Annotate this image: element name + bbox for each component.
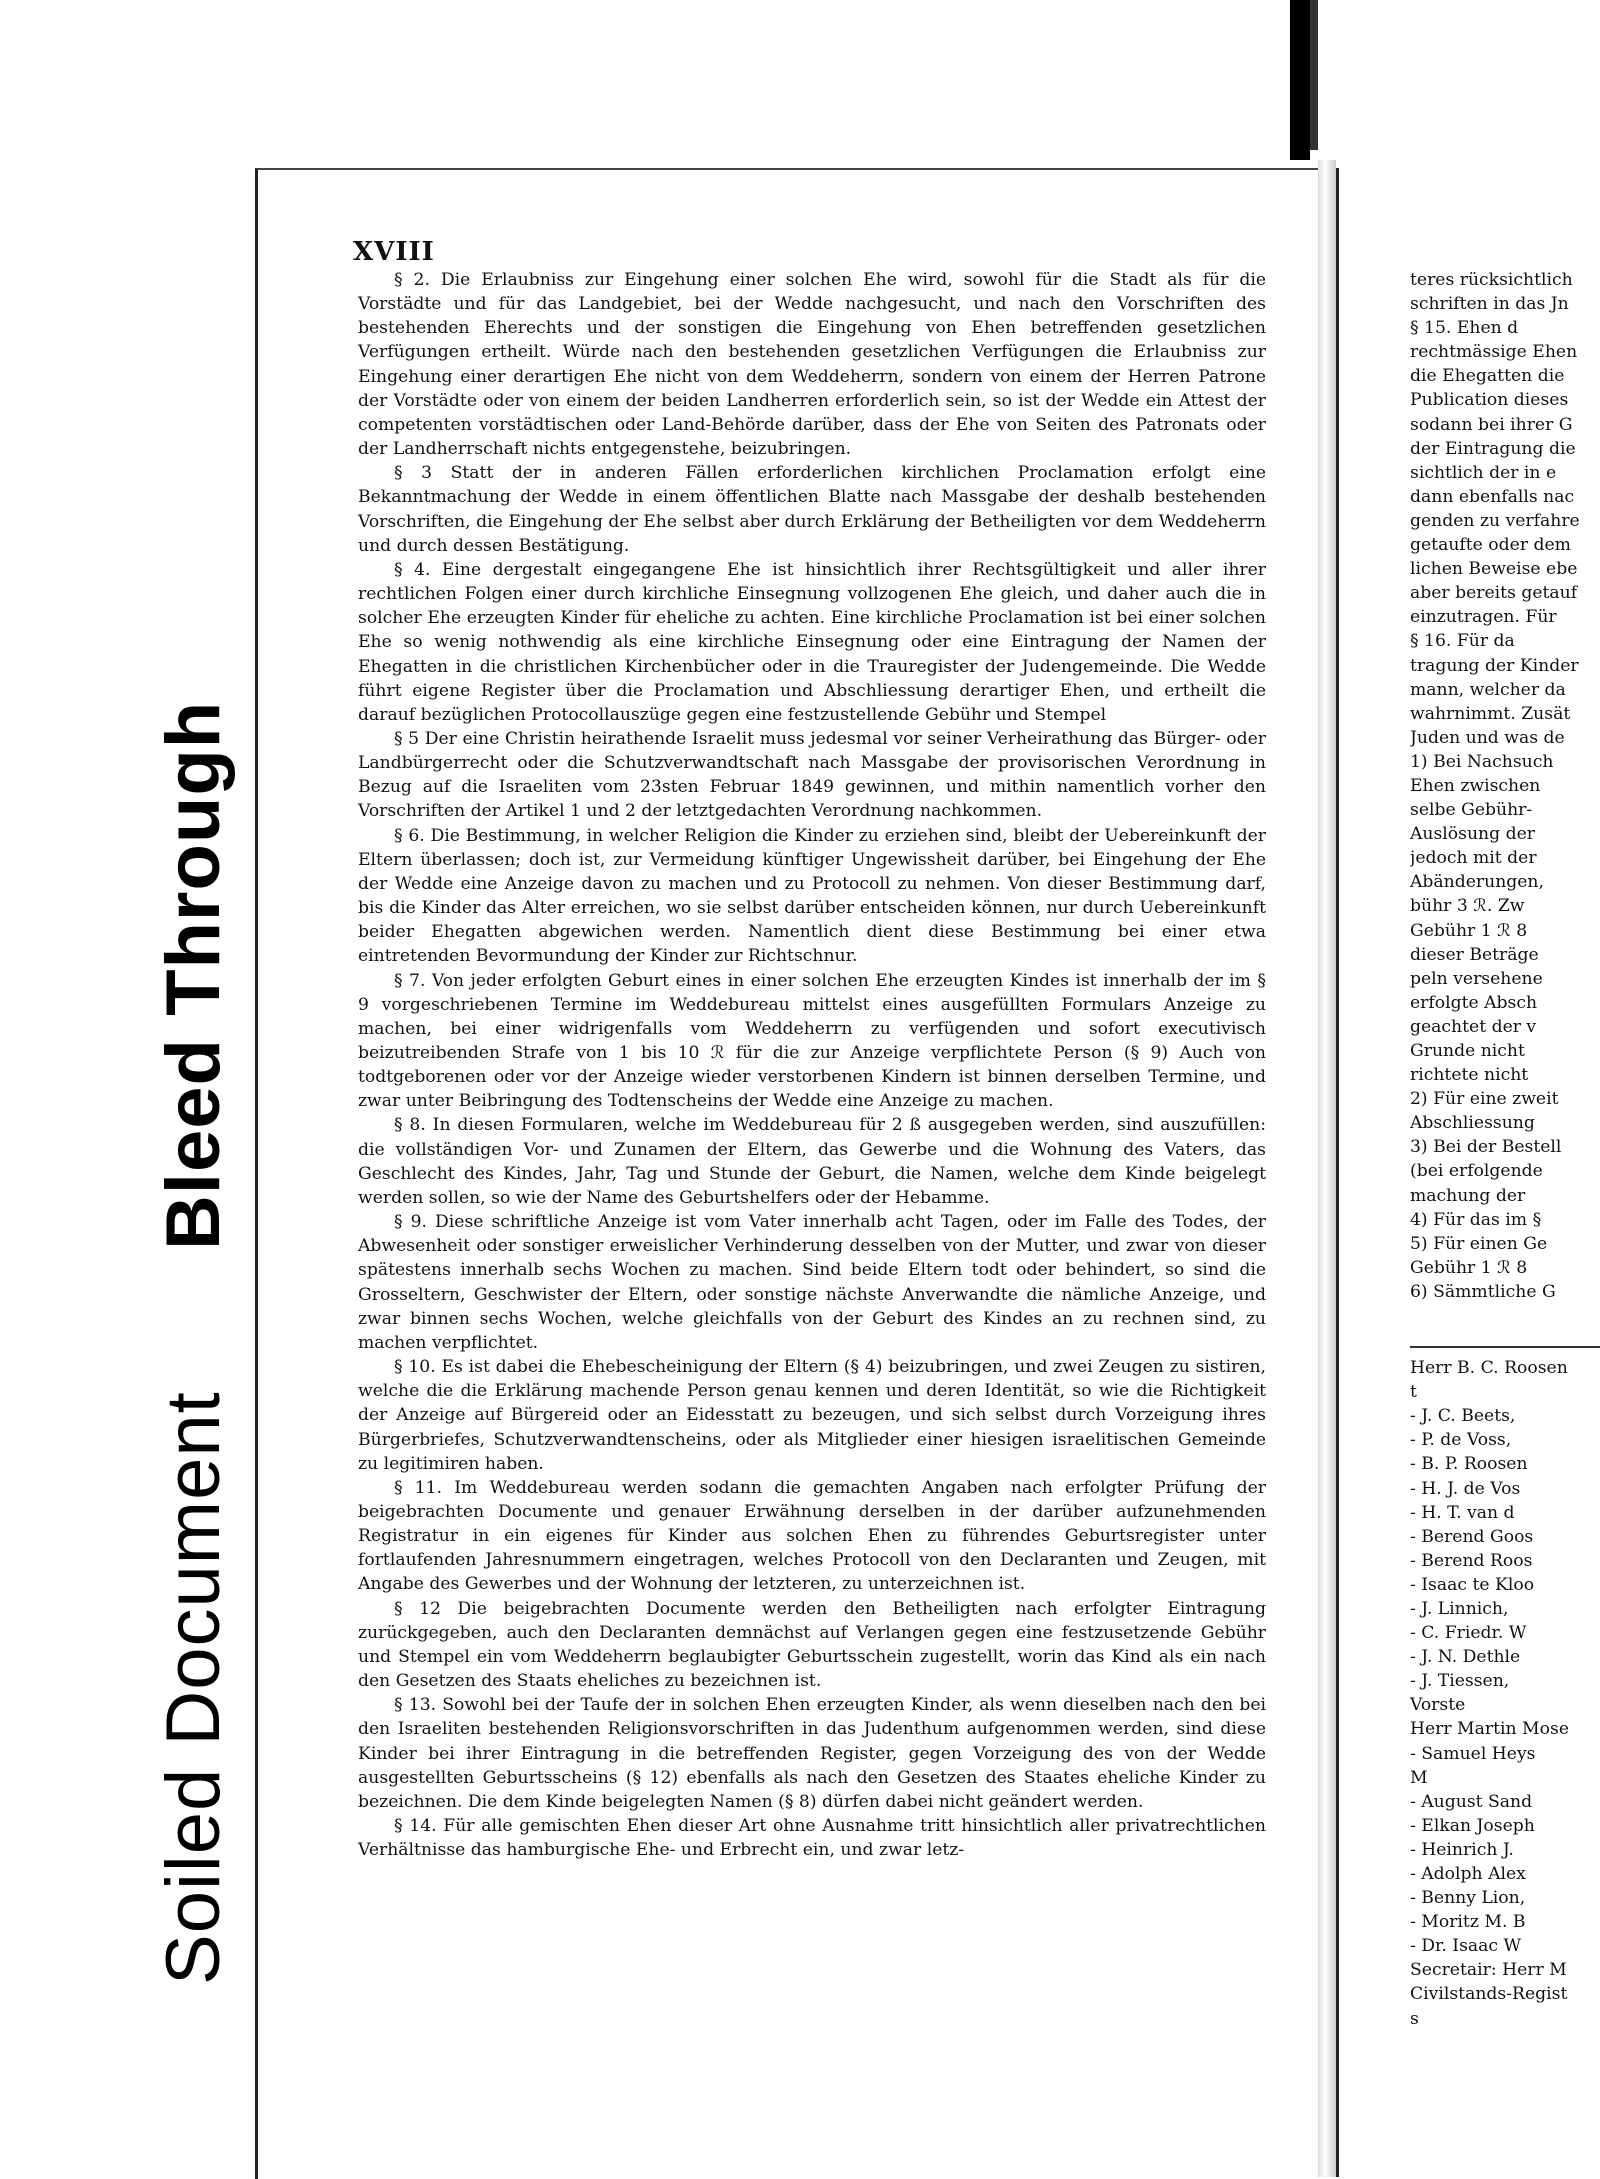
facing-line: - J. Linnich, xyxy=(1410,1598,1509,1619)
facing-line: Ehen zwischen xyxy=(1410,775,1541,796)
facing-line: Herr B. C. Roosen xyxy=(1410,1358,1568,1379)
facing-line: Gebühr 1 ℛ 8 xyxy=(1410,1257,1528,1278)
paragraph-4: § 4. Eine dergestalt eingegangene Ehe ist hinsichtlich ihrer Rechtsgültigkeit und aller ihrer rechtlichen Folgen einer durch kirchliche Einsegnung vollzogenen Ehe gleich, und daher auch die in solcher Ehe erzeugten Kinder für eheliche zu achten. Eine kirchliche Proclamation ist bei einer solchen Ehe so wenig nothwendig als eine kirchliche Einsegnung oder eine Eintragung der Namen der Ehegatten in die christlichen Kirchenbücher oder in die Trauregister der Judengemeinde. Die Wedde führt eigene Register über die Proclamation und Abschliessung derartiger Ehen, und ertheilt die darauf bezüglichen Protocollauszüge gegen eine festzustellende Gebühr und Stempel xyxy=(358,559,1266,725)
page-number: XVIII xyxy=(353,237,435,267)
facing-line: - J. Tiessen, xyxy=(1410,1671,1510,1692)
facing-line: - Elkan Joseph xyxy=(1410,1815,1535,1836)
paragraph-5: § 5 Der eine Christin heirathende Israelit muss jedesmal vor seiner Verheirathung das Bürger- oder Landbürgerrecht oder die Schutzverwandtschaft nach Massgabe der provisorischen Verordnung in Bezug auf die Israeliten vom 23sten Februar 1849 gewinnen, und mithin namentlich vorher den Vorschriften der Artikel 1 und 2 der letztgedachten Verordnung nachkommen. xyxy=(358,728,1266,822)
facing-line: wahrnimmt. Zusät xyxy=(1410,703,1571,724)
facing-line: - Dr. Isaac W xyxy=(1410,1936,1522,1957)
facing-line: rechtmässige Ehen xyxy=(1410,342,1578,363)
facing-line: getaufte oder dem xyxy=(1410,535,1571,556)
facing-line: sichtlich der in e xyxy=(1410,462,1557,483)
facing-line: t xyxy=(1410,1382,1417,1403)
facing-line: geachtet der v xyxy=(1410,1016,1537,1037)
facing-line: - Isaac te Kloo xyxy=(1410,1574,1535,1595)
paragraph-7: § 7. Von jeder erfolgten Geburt eines in einer solchen Ehe erzeugten Kindes ist innerhalb der im § 9 vorgeschriebenen Termine im Weddebureau mittelst eines ausgefüllten Formulars Anzeige zu machen, bei einer widrigenfalls vom Weddeherrn zu verfügenden und sofort executivisch beizutreibenden Strafe von 1 bis 10 ℛ für die zur Anzeige verpflichtete Person (§ 9) Auch von todtgeborenen oder vor der Anzeige wieder verstorbenen Kindern ist binnen derselben Termine, und zwar unter Beibringung des Todtenscheins der Wedde eine Anzeige zu machen. xyxy=(358,970,1266,1112)
facing-line: - Samuel Heys xyxy=(1410,1743,1536,1764)
bleed-through-label: Bleed Through xyxy=(151,700,236,1250)
soiled-document-label: Soiled Document xyxy=(151,1391,236,1985)
facing-line: Vorste xyxy=(1410,1695,1466,1716)
facing-line: tragung der Kinder xyxy=(1410,655,1579,676)
facing-line: § 16. Für da xyxy=(1410,631,1515,652)
facing-line: dieser Beträge xyxy=(1410,944,1539,965)
facing-line: - Benny Lion, xyxy=(1410,1888,1526,1909)
facing-line: aber bereits getauf xyxy=(1410,583,1578,604)
black-bar xyxy=(1290,0,1310,160)
facing-line: dann ebenfalls nac xyxy=(1410,486,1575,507)
facing-line: richtete nicht xyxy=(1410,1065,1529,1086)
facing-line: - H. J. de Vos xyxy=(1410,1478,1521,1499)
facing-line: selbe Gebühr- xyxy=(1410,800,1533,821)
paragraph-11: § 11. Im Weddebureau werden sodann die gemachten Angaben nach erfolgter Prüfung der beigebrachten Documente und genauer Erwähnung derselben in der darüber aufzunehmenden Registratur in ein eigenes für Kinder aus solchen Ehen zu führendes Geburtsregister unter fortlaufenden Jahresnummern eingetragen, welches Protocoll von den Declaranten und Zeugen, mit Angabe des Gewerbes und der Wohnung der letzteren, zu unterzeichnen ist. xyxy=(358,1477,1266,1595)
paragraph-6: § 6. Die Bestimmung, in welcher Religion die Kinder zu erziehen sind, bleibt der Uebereinkunft der Eltern überlassen; doch ist, zur Vermeidung künftiger Ungewissheit darüber, bei Eingehung der Ehe der Wedde eine Anzeige davon zu machen und zu Protocoll zu nehmen. Von dieser Bestimmung darf, bis die Kinder das Alter erreichen, wo sie selbst darüber entscheiden können, nur durch Uebereinkunft beider Ehegatten abgewichen werden. Namentlich dient diese Bestimmung bei einer etwa eintretenden Bevormundung der Kinder zur Richtschnur. xyxy=(358,825,1266,967)
facing-line: Abschliessung xyxy=(1410,1113,1535,1134)
facing-line: Gebühr 1 ℛ 8 xyxy=(1410,920,1528,941)
facing-line: § 15. Ehen d xyxy=(1410,318,1519,339)
facing-line: Publication dieses xyxy=(1410,390,1569,411)
facing-line: - H. T. van d xyxy=(1410,1502,1515,1523)
facing-line: jedoch mit der xyxy=(1410,848,1537,869)
facing-line: genden zu verfahre xyxy=(1410,510,1580,531)
facing-line: - Moritz M. B xyxy=(1410,1912,1526,1933)
paragraph-2: § 2. Die Erlaubniss zur Eingehung einer solchen Ehe wird, sowohl für die Stadt als für die Vorstädte und für das Landgebiet, bei der Wedde nachgesucht, und nach den Vorschriften des bestehenden Eherechts und der sonstigen die Eingehung von Ehen betreffenden gesetzlichen Verfügungen ertheilt. Würde nach den bestehenden gesetzlichen Verfügungen die Erlaubniss zur Eingehung einer derartigen Ehe nicht von dem Weddeherrn, sondern von einem der Herren Patrone der Vorstädte oder von einem der beiden Landherren erforderlich sein, so ist der Wedde ein Attest der competenten vorstädtischen oder Land-Behörde darüber, dass der Ehe von Seiten des Patronats oder der Landherrschaft nichts entgegenstehe, beizubringen. xyxy=(358,270,1266,460)
paragraph-9: § 9. Diese schriftliche Anzeige ist vom Vater innerhalb acht Tagen, oder im Falle des Todes, der Abwesenheit oder sonstiger erweislicher Verhinderung desselben von der Mutter, und zwar von dieser spätestens innerhalb sechs Wochen zu machen. Sind beide Eltern todt oder behindert, so sind die Grosseltern, Geschwister der Eltern, oder sonstige nächste Anverwandte die nämliche Anzeige, und zwar binnen sechs Wochen, welche gleichfalls von der Geburt des Kindes an zu rechnen sind, zu machen verpflichtet. xyxy=(358,1212,1266,1353)
facing-line: - B. P. Roosen xyxy=(1410,1454,1528,1475)
paragraph-12: § 12 Die beigebrachten Documente werden den Betheiligten nach erfolgter Eintragung zurückgegeben, auch den Declaranten demnächst auf Verlangen gegen eine festzusetzende Gebühr und Stempel ein vom Weddeherrn beglaubigter Geburtsschein zugestellt, worin das Kind als ein nach den Gesetzen des Staats eheliches zu bezeichnen ist. xyxy=(358,1598,1266,1692)
facing-line: erfolgte Absch xyxy=(1410,992,1538,1013)
facing-line: M xyxy=(1410,1767,1428,1788)
paragraph-3: § 3 Statt der in anderen Fällen erforderlichen kirchlichen Proclamation erfolgt eine Bekanntmachung der Wedde in einem öffentlichen Blatte nach Massgabe der deshalb bestehenden Vorschriften, die Eingehung der Ehe selbst aber durch Erklärung der Betheiligten vor dem Weddeherrn und durch dessen Bestätigung. xyxy=(358,463,1266,556)
divider-line xyxy=(1410,1346,1600,1348)
facing-line: - J. N. Dethle xyxy=(1410,1647,1521,1668)
facing-line: - Adolph Alex xyxy=(1410,1864,1526,1884)
facing-line: schriften in das Jn xyxy=(1410,294,1569,315)
black-bar-shadow xyxy=(1310,0,1318,150)
facing-line: 2) Für eine zweit xyxy=(1410,1089,1559,1110)
facing-line: lichen Beweise ebe xyxy=(1410,559,1578,580)
facing-page-bottom-block xyxy=(1410,1356,1600,2031)
facing-line: mann, welcher da xyxy=(1410,679,1566,700)
paragraph-10: § 10. Es ist dabei die Ehebescheinigung der Eltern (§ 4) beizubringen, und zwei Zeugen zu sistiren, welche die die Erklärung machende Person genau kennen und deren Identität, so wie die Richtigkeit der Anzeige auf Bürgereid oder an Eidesstatt zu bezeugen, und sich selbst durch Vorzeigung ihres Bürgerbriefes, Schutzverwandtenscheins, oder als Mitglieder einer hiesigen israelitischen Gemeinde zu legitimiren haben. xyxy=(358,1357,1266,1474)
paragraph-14: § 14. Für alle gemischten Ehen dieser Art ohne Ausnahme tritt hinsichtlich aller privatrechtlichen Verhältnisse das hamburgische Ehe- und Erbrecht ein, und zwar letz- xyxy=(358,1816,1266,1861)
facing-line: - Heinrich J. xyxy=(1410,1839,1514,1860)
paragraph-8: § 8. In diesen Formularen, welche im Weddebureau für 2 ß ausgegeben werden, sind auszufüllen: die vollständigen Vor- und Zunamen der Eltern, das Gewerbe und die Wohnung des Vaters, das Geschlecht des Kindes, Jahr, Tag und Stunde der Geburt, die Namen, welche dem Kinde beigelegt werden sollen, so wie der Name des Geburtshelfers oder der Hebamme. xyxy=(358,1115,1266,1208)
facing-line: einzutragen. Für xyxy=(1410,607,1557,628)
document-body xyxy=(358,268,1266,1862)
facing-line: teres rücksichtlich xyxy=(1410,270,1573,290)
facing-line: - J. C. Beets, xyxy=(1410,1406,1516,1427)
facing-line: 4) Für das im § xyxy=(1410,1209,1542,1230)
facing-line: - Berend Goos xyxy=(1410,1526,1534,1547)
facing-line: 5) Für einen Ge xyxy=(1410,1233,1548,1254)
facing-line: 3) Bei der Bestell xyxy=(1410,1137,1562,1158)
facing-line: 1) Bei Nachsuch xyxy=(1410,751,1554,772)
facing-line: (bei erfolgende xyxy=(1410,1161,1543,1182)
facing-line: bühr 3 ℛ. Zw xyxy=(1410,896,1525,917)
facing-line: 6) Sämmtliche G xyxy=(1410,1281,1556,1302)
facing-line: Auslösung der xyxy=(1410,824,1535,845)
facing-page-top-block xyxy=(1410,268,1600,1304)
facing-line: Juden und was de xyxy=(1410,727,1565,748)
facing-line: - C. Friedr. W xyxy=(1410,1623,1527,1644)
facing-line: peln versehene xyxy=(1410,968,1543,989)
facing-line: - August Sand xyxy=(1410,1791,1533,1812)
book-spine xyxy=(1318,160,1336,2177)
facing-page-text xyxy=(1410,268,1600,2031)
facing-line: Herr Martin Mose xyxy=(1410,1719,1569,1740)
facing-line: - Berend Roos xyxy=(1410,1550,1533,1571)
facing-line: s xyxy=(1410,2008,1419,2029)
facing-line: Secretair: Herr M xyxy=(1410,1960,1567,1981)
facing-line: sodann bei ihrer G xyxy=(1410,414,1573,435)
paragraph-13: § 13. Sowohl bei der Taufe der in solchen Ehen erzeugten Kinder, als wenn dieselben nach den bei den Israeliten bestehenden Religionsvorschriften in das Judenthum aufgenommen werden, sind diese Kinder bei ihrer Eintragung in die betreffenden Register, gegen Vorzeigung des von der Wedde ausgestellten Geburtsscheins (§ 12) ebenfalls als nach den Gesetzen des Staates eheliche Kinder zu bezeichnen. Die dem Kinde beigelegten Namen (§ 8) dürfen dabei nicht geändert werden. xyxy=(358,1695,1266,1812)
facing-line: machung der xyxy=(1410,1185,1526,1206)
facing-line: die Ehegatten die xyxy=(1410,366,1565,387)
facing-line: Grunde nicht xyxy=(1410,1041,1525,1061)
facing-line: Abänderungen, xyxy=(1410,872,1544,893)
facing-line: - P. de Voss, xyxy=(1410,1430,1512,1451)
facing-line: der Eintragung die xyxy=(1410,438,1576,459)
facing-line: Civilstands-Regist xyxy=(1410,1984,1568,2005)
